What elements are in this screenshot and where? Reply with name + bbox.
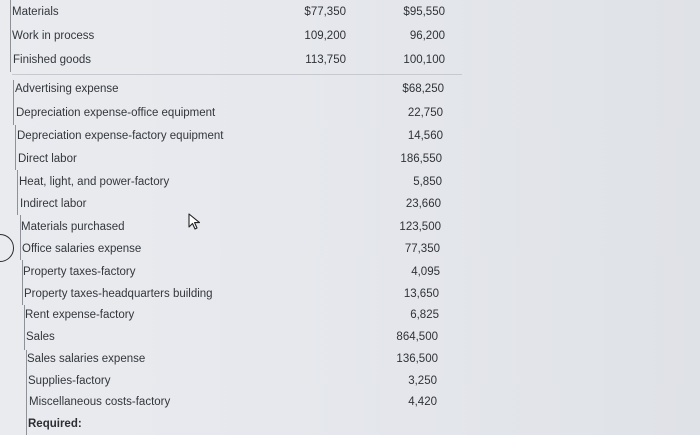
account-label: Advertising expense [15, 83, 119, 95]
inventory-ending-value: 96,200 [409, 30, 445, 42]
account-value: 123,500 [399, 221, 441, 233]
account-label: Direct labor [18, 153, 77, 165]
account-row [0, 348, 700, 370]
account-row [0, 102, 700, 124]
account-value: 77,350 [404, 243, 440, 255]
inventory-row [0, 25, 700, 47]
inventory-label: Materials [12, 6, 59, 18]
account-row [0, 238, 700, 260]
account-row [0, 261, 700, 283]
account-row [0, 193, 700, 215]
required-heading: Required: [28, 418, 82, 430]
account-label: Property taxes-factory [23, 266, 136, 278]
account-row [0, 216, 700, 238]
inventory-label: Finished goods [13, 54, 91, 66]
account-value: 4,095 [411, 266, 440, 278]
account-value: 3,250 [408, 375, 437, 387]
inventory-beginning-value: $77,350 [304, 6, 346, 18]
inventory-ending-value: 100,100 [403, 54, 445, 66]
account-label: Heat, light, and power-factory [19, 176, 170, 188]
account-value: 13,650 [403, 288, 439, 300]
account-value: 4,420 [408, 396, 437, 408]
account-label: Supplies-factory [28, 375, 111, 387]
account-label: Indirect labor [20, 198, 87, 210]
inventory-ending-value: $95,550 [403, 6, 445, 18]
inventory-label: Work in process [12, 30, 95, 42]
account-row [0, 370, 700, 392]
account-value: 186,550 [400, 153, 442, 165]
account-row [0, 148, 700, 170]
account-value: 6,825 [410, 309, 439, 321]
inventory-row [0, 1, 700, 23]
account-label: Materials purchased [21, 221, 125, 233]
account-label: Depreciation expense-factory equipment [17, 130, 224, 142]
section-divider [12, 74, 462, 75]
account-value: $68,250 [402, 83, 444, 95]
account-label: Depreciation expense-office equipment [16, 107, 216, 119]
account-row [0, 171, 700, 193]
account-value: 23,660 [405, 198, 441, 210]
account-value: 136,500 [396, 353, 438, 365]
account-label: Property taxes-headquarters building [24, 288, 213, 300]
account-label: Office salaries expense [22, 243, 142, 255]
account-label: Rent expense-factory [25, 309, 135, 321]
account-label: Miscellaneous costs-factory [29, 396, 171, 408]
account-row [0, 391, 700, 413]
account-label: Sales salaries expense [27, 353, 146, 365]
account-value: 864,500 [396, 331, 438, 343]
required-row [0, 413, 700, 435]
account-row [0, 326, 700, 348]
inventory-row [0, 49, 700, 71]
mouse-pointer-icon [188, 213, 202, 231]
account-value: 5,850 [413, 176, 442, 188]
account-row [0, 304, 700, 326]
account-row [0, 283, 700, 305]
account-label: Sales [26, 331, 55, 343]
account-row [0, 125, 700, 147]
account-value: 14,560 [407, 130, 443, 142]
account-value: 22,750 [407, 107, 443, 119]
inventory-beginning-value: 109,200 [304, 30, 346, 42]
inventory-beginning-value: 113,750 [305, 54, 346, 66]
account-row [0, 78, 700, 100]
